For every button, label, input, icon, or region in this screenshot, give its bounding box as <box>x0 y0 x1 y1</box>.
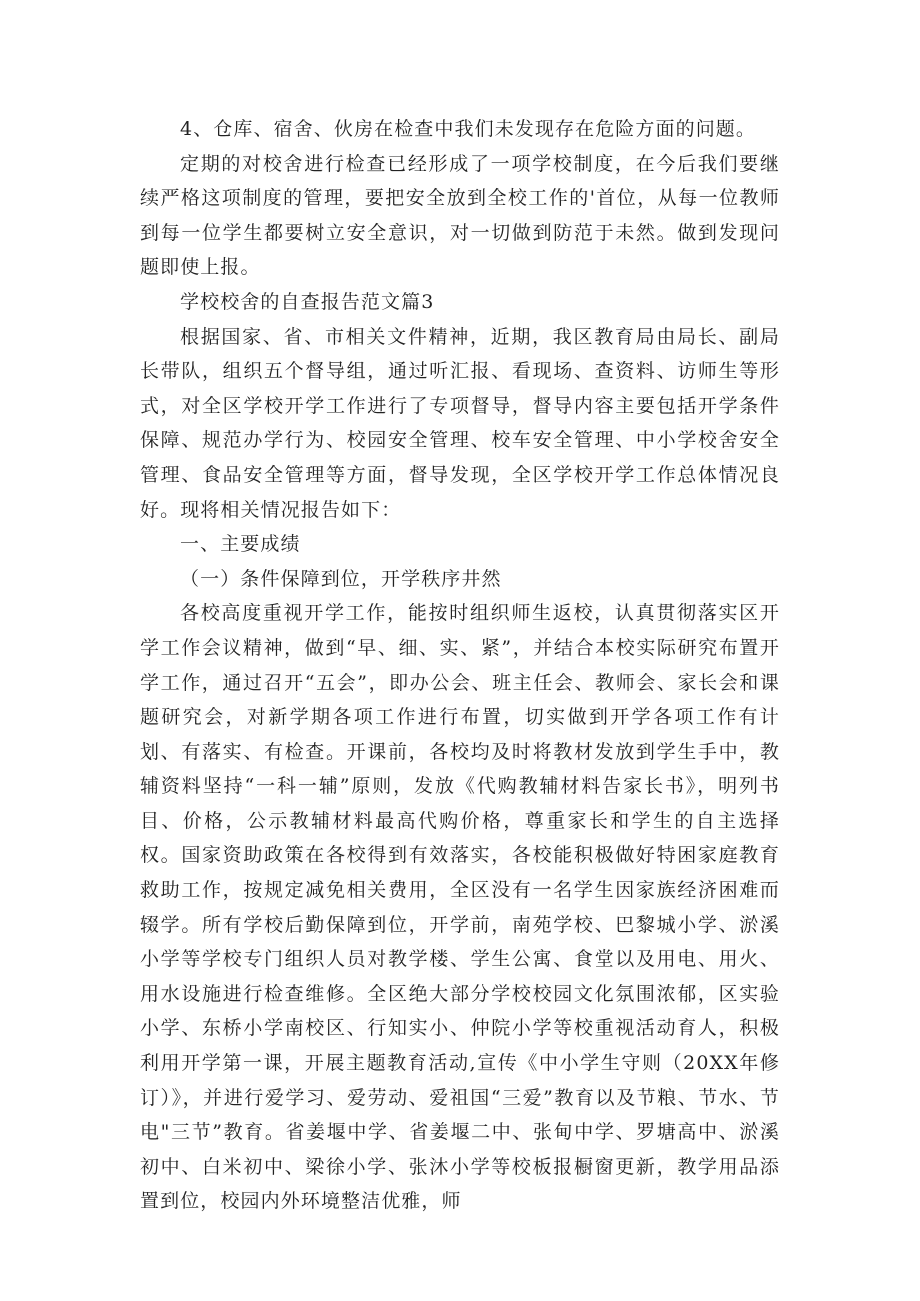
paragraph-inspection-result: 4、仓库、宿舍、伙房在检查中我们未发现存在危险方面的问题。 <box>180 118 756 140</box>
subheading-conditions-guaranteed: （一）条件保障到位，开学秩序井然 <box>180 567 502 590</box>
document-body <box>140 112 780 1219</box>
paragraph-regular-inspection: 定期的对校舍进行检查已经形成了一项学校制度，在今后我们要继续严格这项制度的管理，要把安全放到全校工作的'首位，从每一位教师到每一位学生都要树立安全意识，对一切做到防范于未然。做到发现问题即使上报。 <box>140 152 780 279</box>
paragraph-supervision-overview: 根据国家、省、市相关文件精神，近期，我区教育局由局长、副局长带队，组织五个督导组，通过听汇报、看现场、查资料、访师生等形式，对全区学校开学工作进行了专项督导，督导内容主要包括开学条件保障、规范办学行为、校园安全管理、校车安全管理、中小学校舍安全管理、食品安全管理等方面，督导发现，全区学校开学工作总体情况良好。现将相关情况报告如下： <box>140 325 780 521</box>
paragraph-school-opening-work: 各校高度重视开学工作，能按时组织师生返校，认真贯彻落实区开学工作会议精神，做到“早、细、实、紧”，并结合本校实际研究布置开学工作，通过召开“五会”，即办公会、班主任会、教师会、家长会和课题研究会，对新学期各项工作进行布置，切实做到开学各项工作有计划、有落实、有检查。开课前，各校均及时将教材发放到学生手中，教辅资料坚持“一科一辅”原则，发放《代购教辅材料告家长书》，明列书目、价格，公示教辅材料最高代购价格，尊重家长和学生的自主选择权。国家资助政策在各校得到有效落实，各校能积极做好特困家庭教育救助工作，按规定减免相关费用，全区没有一名学生因家族经济困难而辍学。所有学校后勤保障到位，开学前，南苑学校、巴黎城小学、淤溪小学等学校专门组织人员对教学楼、学生公寓、食堂以及用电、用火、用水设施进行检查维修。全区绝大部分学校校园文化氛围浓郁，区实验小学、东桥小学南校区、行知实小、仲院小学等校重视活动育人，积极利用开学第一课，开展主题教育活动,宣传《中小学生守则（20XX年修订）》，并进行爱学习、爱劳动、爱祖国“三爱”教育以及节粮、节水、节电"三节”教育。省姜堰中学、省姜堰二中、张甸中学、罗塘高中、淤溪初中、白米初中、梁徐小学、张沐小学等校板报橱窗更新，教学用品添置到位，校园内外环境整洁优雅，师 <box>140 602 780 1213</box>
section-title-report-3: 学校校舍的自查报告范文篇3 <box>180 290 435 313</box>
heading-main-achievements: 一、主要成绩 <box>180 533 301 556</box>
